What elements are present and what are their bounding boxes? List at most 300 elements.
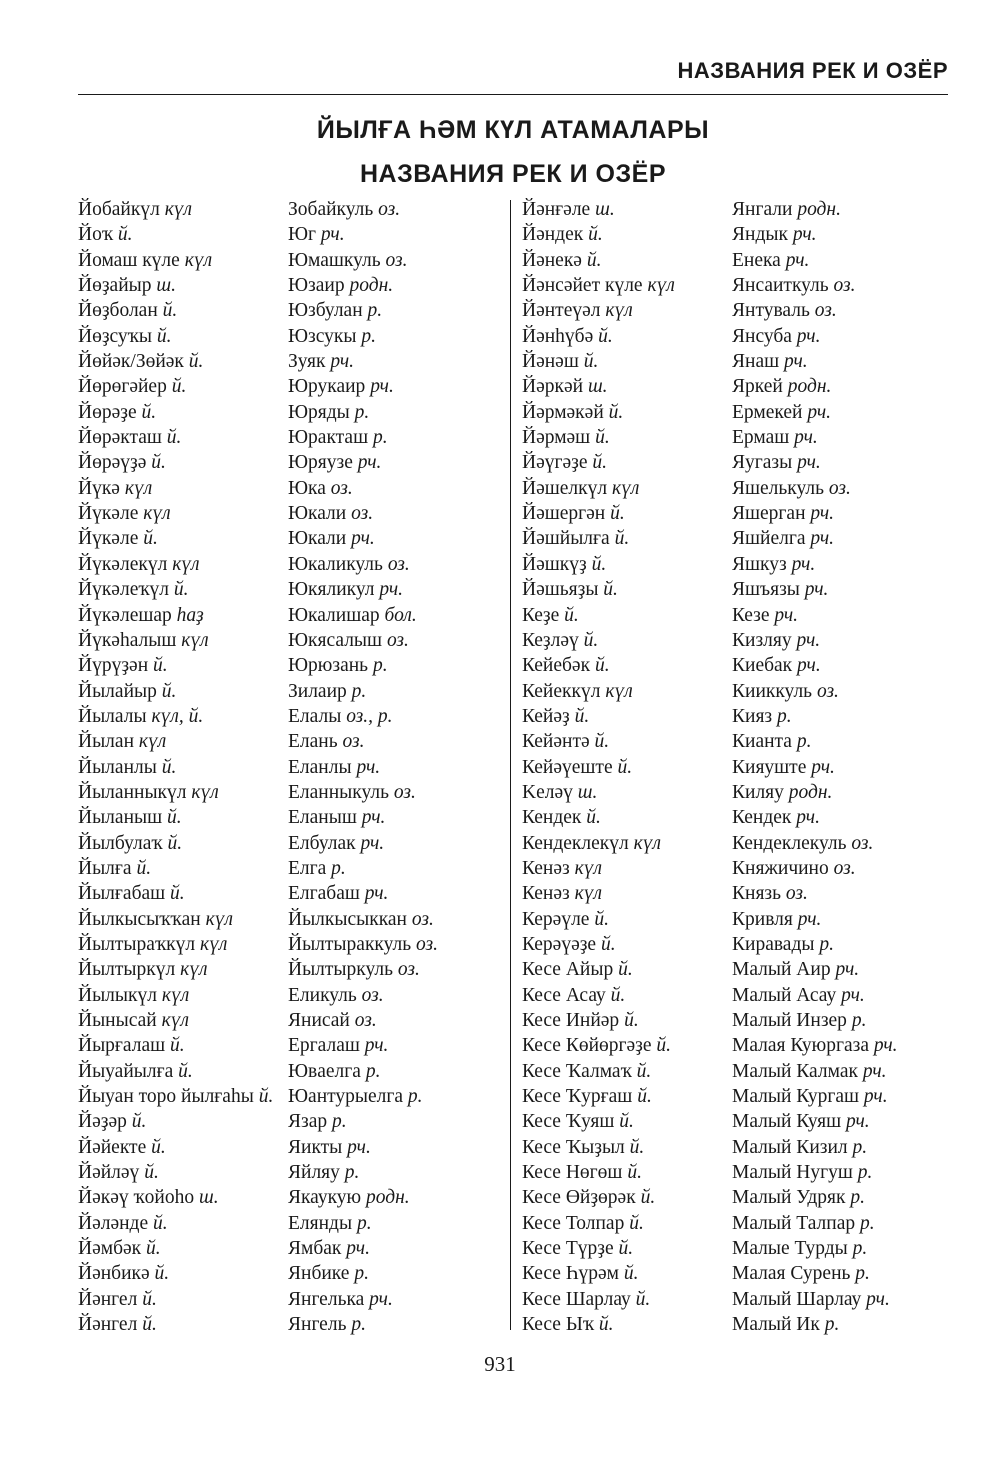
bashkir-abbreviation: й.: [188, 351, 204, 373]
russian-abbreviation: оз.: [816, 680, 839, 702]
russian-term: Яшкуз: [732, 553, 787, 575]
russian-term: Яшйелга: [732, 528, 806, 550]
bashkir-name: [78, 881, 288, 906]
russian-name: [288, 907, 498, 932]
dictionary-entry: [78, 349, 498, 374]
dictionary-entry: [78, 957, 498, 982]
bashkir-term: Йәкәү ҡойоһо: [78, 1187, 195, 1209]
russian-term: Янтуваль: [732, 300, 810, 322]
russian-name: [732, 1135, 952, 1160]
bashkir-name: [78, 577, 288, 602]
dictionary-entry: [78, 907, 498, 932]
bashkir-name: [522, 1312, 732, 1337]
bashkir-term: Кендеклекүл: [522, 832, 629, 854]
bashkir-abbreviation: й.: [173, 579, 189, 601]
bashkir-name: [522, 273, 732, 298]
bashkir-term: Кесе Толпар: [522, 1212, 625, 1234]
dictionary-entry: [78, 374, 498, 399]
russian-term: Кияуште: [732, 756, 807, 778]
header-rule: [78, 94, 948, 95]
russian-abbreviation: рч.: [797, 908, 822, 930]
russian-term: Кииккуль: [732, 680, 813, 702]
russian-term: Юка: [288, 477, 326, 499]
russian-term: Зобайкуль: [288, 199, 374, 220]
bashkir-term: Йәнәш: [522, 351, 579, 373]
bashkir-abbreviation: й.: [608, 401, 624, 423]
russian-name: [732, 1185, 952, 1210]
bashkir-name: [78, 298, 288, 323]
bashkir-abbreviation: күл: [172, 553, 200, 575]
russian-abbreviation: рч.: [796, 629, 821, 651]
russian-term: Малый Инзер: [732, 1010, 847, 1031]
russian-name: [732, 349, 952, 374]
russian-term: Малый Куяш: [732, 1111, 842, 1133]
russian-name: [288, 273, 498, 298]
bashkir-abbreviation: күл: [180, 959, 208, 981]
russian-term: Малый Шарлау: [732, 1288, 862, 1310]
russian-abbreviation: родн.: [366, 1187, 410, 1209]
russian-abbreviation: оз.: [385, 249, 408, 271]
russian-name: [732, 450, 952, 475]
bashkir-name: [522, 729, 732, 754]
bashkir-name: [522, 1135, 732, 1160]
russian-term: Елань: [288, 731, 338, 753]
bashkir-name: [522, 1033, 732, 1058]
russian-term: Юкалишар: [288, 604, 380, 626]
bashkir-abbreviation: й.: [162, 300, 178, 322]
bashkir-term: Йүкәһалыш: [78, 629, 177, 651]
bashkir-term: Йүкәле: [78, 503, 139, 525]
russian-term: Юряузе: [288, 452, 353, 474]
bashkir-term: Йыланныкүл: [78, 781, 187, 803]
russian-abbreviation: рч.: [361, 807, 386, 829]
russian-abbreviation: рч.: [810, 503, 835, 525]
russian-abbreviation: р.: [354, 1263, 369, 1285]
russian-term: Малый Ик: [732, 1314, 820, 1336]
russian-name: [288, 729, 498, 754]
bashkir-abbreviation: й.: [603, 579, 618, 601]
russian-name: [288, 577, 498, 602]
section-title-russian: НАЗВАНИЯ РЕК И ОЗЁР: [359, 160, 667, 188]
bashkir-name: [78, 1261, 288, 1286]
russian-abbreviation: р.: [351, 1314, 366, 1336]
russian-abbreviation: рч.: [862, 1060, 887, 1082]
russian-abbreviation: р.: [777, 705, 792, 727]
bashkir-abbreviation: й.: [618, 959, 633, 981]
russian-abbreviation: рч.: [797, 452, 821, 474]
russian-term: Яшъязы: [732, 579, 800, 601]
russian-abbreviation: рч.: [320, 224, 345, 246]
russian-abbreviation: р.: [852, 1238, 868, 1260]
bashkir-term: Йәнбикә: [78, 1263, 150, 1285]
russian-abbreviation: рч.: [794, 427, 818, 449]
bashkir-name: [522, 1109, 732, 1134]
dictionary-entry: [522, 1236, 952, 1261]
russian-name: [732, 476, 952, 501]
russian-name: [288, 856, 498, 881]
dictionary-entry: [522, 324, 952, 349]
dictionary-entry: [78, 729, 498, 754]
bashkir-abbreviation: күл: [181, 629, 209, 651]
russian-name: [288, 983, 498, 1008]
bashkir-abbreviation: күл: [191, 781, 219, 803]
bashkir-abbreviation: й.: [151, 452, 166, 474]
dictionary-entry: [78, 1109, 498, 1134]
bashkir-term: Йөрәҙе: [78, 401, 137, 423]
dictionary-entry: [522, 1135, 952, 1160]
bashkir-name: [522, 197, 732, 222]
russian-abbreviation: рч.: [369, 1288, 393, 1310]
bashkir-abbreviation: күл: [605, 300, 633, 322]
bashkir-name: [522, 856, 732, 881]
bashkir-name: [522, 1059, 732, 1084]
bashkir-name: [78, 983, 288, 1008]
russian-term: Малый Аир: [732, 959, 831, 981]
russian-abbreviation: родн.: [787, 376, 832, 398]
russian-term: Юантурыелга: [288, 1086, 404, 1108]
russian-abbreviation: рч.: [873, 1035, 898, 1057]
russian-term: Яндык: [732, 224, 788, 246]
russian-name: [288, 1185, 498, 1210]
dictionary-entry: [522, 1109, 952, 1134]
left-column: [78, 197, 498, 1337]
russian-abbreviation: рч.: [796, 807, 820, 829]
bashkir-abbreviation: й.: [636, 1060, 652, 1082]
bashkir-name: [78, 957, 288, 982]
bashkir-term: Кейәүеште: [522, 756, 613, 778]
russian-name: [732, 248, 952, 273]
bashkir-abbreviation: һаҙ: [176, 604, 204, 626]
russian-term: Юкаликуль: [288, 553, 383, 575]
dictionary-entry: [78, 1261, 498, 1286]
dictionary-entry: [522, 1287, 952, 1312]
russian-name: [732, 679, 952, 704]
russian-name: [732, 1109, 952, 1134]
russian-name: [288, 1084, 498, 1109]
dictionary-entry: [78, 248, 498, 273]
bashkir-term: Йыуан торо йылғаһы: [78, 1086, 254, 1108]
bashkir-name: [78, 1185, 288, 1210]
russian-term: Малые Турды: [732, 1238, 848, 1260]
russian-name: [732, 1160, 952, 1185]
bashkir-abbreviation: й.: [564, 604, 579, 626]
bashkir-name: [522, 932, 732, 957]
russian-abbreviation: р.: [367, 300, 383, 322]
bashkir-abbreviation: күл: [611, 477, 640, 499]
bashkir-abbreviation: й.: [594, 731, 610, 753]
russian-name: [288, 349, 498, 374]
russian-term: Елянды: [288, 1212, 353, 1234]
bashkir-abbreviation: күл, й.: [151, 705, 204, 727]
dictionary-entry: [522, 349, 952, 374]
russian-term: Кривля: [732, 908, 793, 930]
russian-term: Юкясалыш: [288, 629, 383, 651]
russian-name: [732, 704, 952, 729]
bashkir-term: Йәшкүҙ: [522, 553, 587, 575]
russian-abbreviation: оз.: [851, 832, 874, 854]
russian-name: [288, 425, 498, 450]
bashkir-name: [522, 1160, 732, 1185]
russian-abbreviation: рч.: [379, 579, 404, 601]
bashkir-name: [522, 1211, 732, 1236]
bashkir-abbreviation: күл: [161, 1010, 189, 1031]
bashkir-term: Йәҙәр: [78, 1111, 127, 1133]
russian-abbreviation: рч.: [774, 604, 799, 626]
russian-name: [732, 983, 952, 1008]
bashkir-name: [78, 1211, 288, 1236]
bashkir-name: [522, 603, 732, 628]
russian-term: Юракташ: [288, 427, 369, 449]
bashkir-name: [78, 324, 288, 349]
russian-term: Малый Кизил: [732, 1136, 848, 1158]
dictionary-entry: [522, 729, 952, 754]
russian-name: [732, 1059, 952, 1084]
bashkir-name: [78, 400, 288, 425]
russian-abbreviation: рч.: [804, 579, 829, 601]
dictionary-entry: [78, 197, 498, 222]
bashkir-abbreviation: й.: [178, 1060, 193, 1082]
bashkir-abbreviation: й.: [131, 1111, 147, 1133]
bashkir-name: [522, 526, 732, 551]
bashkir-term: Кесе Асау: [522, 984, 606, 1006]
russian-term: Елга: [288, 857, 327, 879]
dictionary-entry: [522, 1312, 952, 1337]
russian-abbreviation: оз.: [833, 857, 856, 879]
dictionary-entry: [522, 374, 952, 399]
dictionary-entry: [522, 755, 952, 780]
russian-name: [732, 1312, 952, 1337]
russian-abbreviation: оз.: [386, 629, 409, 651]
bashkir-term: Керәүәҙе: [522, 933, 597, 955]
russian-abbreviation: р.: [351, 680, 367, 702]
russian-term: Янсуба: [732, 325, 792, 347]
dictionary-entry: [78, 881, 498, 906]
bashkir-term: Кесе Түрҙе: [522, 1238, 614, 1260]
russian-term: Юг: [288, 224, 317, 246]
bashkir-name: [522, 501, 732, 526]
russian-term: Янбике: [288, 1263, 350, 1285]
bashkir-term: Йәшйылға: [522, 528, 610, 550]
dictionary-entry: [78, 1160, 498, 1185]
dictionary-entry: [78, 1287, 498, 1312]
russian-abbreviation: рч.: [845, 1111, 870, 1133]
dictionary-entry: [78, 476, 498, 501]
bashkir-term: Кесе Шарлау: [522, 1288, 631, 1310]
russian-name: [732, 628, 952, 653]
bashkir-abbreviation: й.: [614, 528, 630, 550]
bashkir-abbreviation: й.: [640, 1187, 656, 1209]
bashkir-name: [522, 1261, 732, 1286]
running-header: НАЗВАНИЯ РЕК И ОЗЁР: [677, 58, 948, 83]
bashkir-name: [522, 349, 732, 374]
bashkir-term: Йәшергән: [522, 503, 606, 525]
bashkir-name: [78, 1160, 288, 1185]
bashkir-abbreviation: й.: [588, 224, 603, 246]
dictionary-entry: [522, 501, 952, 526]
dictionary-entry: [78, 1185, 498, 1210]
bashkir-name: [522, 907, 732, 932]
russian-name: [288, 805, 498, 830]
bashkir-abbreviation: күл: [184, 249, 213, 271]
russian-term: Кендеклекуль: [732, 832, 847, 854]
dictionary-entry: [522, 1211, 952, 1236]
dictionary-entry: [522, 603, 952, 628]
bashkir-term: Кесе Көйөргәҙе: [522, 1035, 652, 1057]
dictionary-entry: [78, 400, 498, 425]
russian-term: Юзбулан: [288, 300, 363, 322]
dictionary-entry: [522, 1185, 952, 1210]
bashkir-abbreviation: й.: [656, 1035, 672, 1057]
bashkir-name: [78, 831, 288, 856]
russian-abbreviation: рч.: [347, 1136, 371, 1158]
russian-term: Юзаир: [288, 275, 345, 297]
dictionary-entry: [78, 1033, 498, 1058]
russian-term: Малый Асау: [732, 984, 837, 1006]
bashkir-term: Йәнтеүәл: [522, 300, 601, 322]
bashkir-term: Йәркәй: [522, 376, 584, 398]
russian-term: Янаш: [732, 351, 780, 373]
bashkir-abbreviation: й.: [617, 756, 633, 778]
bashkir-name: [522, 425, 732, 450]
russian-name: [732, 400, 952, 425]
bashkir-name: [78, 1135, 288, 1160]
dictionary-entry: [522, 856, 952, 881]
russian-name: [288, 881, 498, 906]
bashkir-abbreviation: й.: [583, 629, 599, 651]
bashkir-name: [78, 729, 288, 754]
bashkir-term: Кенәз: [522, 857, 570, 879]
bashkir-name: [522, 704, 732, 729]
russian-term: Яйляу: [288, 1162, 340, 1184]
russian-abbreviation: р.: [344, 1162, 360, 1184]
bashkir-term: Йөрәүҙә: [78, 452, 147, 474]
russian-abbreviation: р.: [796, 731, 812, 753]
russian-term: Малый Талпар: [732, 1212, 856, 1234]
russian-name: [732, 1008, 952, 1033]
russian-name: [288, 957, 498, 982]
russian-abbreviation: рч.: [370, 376, 394, 398]
bashkir-abbreviation: күл: [205, 908, 233, 930]
russian-name: [288, 1287, 498, 1312]
russian-name: [288, 603, 498, 628]
dictionary-entry: [78, 298, 498, 323]
bashkir-abbreviation: ш.: [577, 781, 598, 803]
bashkir-abbreviation: й.: [635, 1288, 651, 1310]
russian-term: Малая Сурень: [732, 1263, 851, 1285]
russian-term: Юряды: [288, 401, 350, 423]
bashkir-term: Йүкәле: [78, 528, 139, 550]
russian-abbreviation: оз.: [411, 908, 434, 930]
dictionary-entry: [522, 248, 952, 273]
russian-term: Малый Нугуш: [732, 1162, 853, 1184]
russian-abbreviation: бол.: [384, 604, 417, 626]
russian-term: Янгель: [288, 1314, 347, 1336]
dictionary-entry: [78, 679, 498, 704]
bashkir-name: [522, 476, 732, 501]
russian-term: Язар: [288, 1111, 328, 1133]
bashkir-name: [78, 1109, 288, 1134]
dictionary-entry: [522, 704, 952, 729]
russian-abbreviation: рч.: [356, 756, 381, 778]
bashkir-term: Йобайкүл: [78, 199, 160, 220]
bashkir-term: Йылан: [78, 731, 135, 753]
bashkir-name: [522, 1008, 732, 1033]
bashkir-abbreviation: й.: [598, 1314, 614, 1336]
dictionary-entry: [522, 957, 952, 982]
russian-abbreviation: оз.: [387, 553, 410, 575]
bashkir-abbreviation: й.: [161, 680, 177, 702]
bashkir-abbreviation: ш.: [156, 275, 176, 297]
bashkir-abbreviation: й.: [629, 1136, 645, 1158]
dictionary-entry: [78, 983, 498, 1008]
russian-abbreviation: родн.: [788, 781, 833, 803]
bashkir-abbreviation: й.: [624, 1010, 639, 1031]
russian-abbreviation: оз.: [378, 199, 401, 220]
russian-term: Князь: [732, 883, 782, 905]
russian-term: Елгабаш: [288, 883, 360, 905]
bashkir-name: [78, 374, 288, 399]
russian-name: [732, 957, 952, 982]
russian-name: [732, 501, 952, 526]
dictionary-entry: [522, 983, 952, 1008]
bashkir-name: [522, 222, 732, 247]
dictionary-entry: [78, 577, 498, 602]
bashkir-term: Йәүгәҙе: [522, 452, 588, 474]
bashkir-term: Йәмбәк: [78, 1238, 142, 1260]
russian-abbreviation: рч.: [357, 452, 382, 474]
russian-name: [288, 831, 498, 856]
bashkir-name: [78, 349, 288, 374]
bashkir-name: [522, 805, 732, 830]
bashkir-term: Йәнғәле: [522, 199, 591, 220]
bashkir-term: Йөҙайыр: [78, 275, 152, 297]
russian-term: Еланныкуль: [288, 781, 389, 803]
bashkir-term: Кесе Ҡалмаҡ: [522, 1060, 632, 1082]
bashkir-name: [78, 1287, 288, 1312]
russian-term: Яугазы: [732, 452, 793, 474]
russian-name: [732, 1287, 952, 1312]
bashkir-term: Кеҙләү: [522, 629, 579, 651]
bashkir-abbreviation: й.: [171, 376, 187, 398]
page-number: 931: [484, 1352, 516, 1376]
bashkir-term: Йөҙсуҡы: [78, 325, 152, 347]
russian-name: [732, 298, 952, 323]
bashkir-abbreviation: й.: [170, 883, 185, 905]
bashkir-abbreviation: й.: [592, 452, 607, 474]
dictionary-entry: [78, 552, 498, 577]
russian-name: [732, 932, 952, 957]
bashkir-term: Йылбулаҡ: [78, 832, 163, 854]
russian-abbreviation: рч.: [863, 1086, 888, 1108]
bashkir-abbreviation: й.: [258, 1086, 274, 1108]
dictionary-entry: [522, 780, 952, 805]
bashkir-abbreviation: күл: [605, 680, 633, 702]
russian-abbreviation: р.: [407, 1086, 423, 1108]
russian-name: [288, 1109, 498, 1134]
bashkir-abbreviation: й.: [166, 427, 182, 449]
dictionary-entry: [522, 476, 952, 501]
russian-name: [732, 780, 952, 805]
bashkir-abbreviation: й.: [146, 1238, 161, 1260]
bashkir-name: [78, 704, 288, 729]
russian-name: [732, 552, 952, 577]
dictionary-entry: [78, 653, 498, 678]
russian-term: Малый Калмак: [732, 1060, 858, 1082]
russian-name: [732, 881, 952, 906]
russian-abbreviation: оз.: [393, 781, 416, 803]
bashkir-term: Кейеккүл: [522, 680, 601, 702]
russian-term: Киебак: [732, 655, 793, 677]
